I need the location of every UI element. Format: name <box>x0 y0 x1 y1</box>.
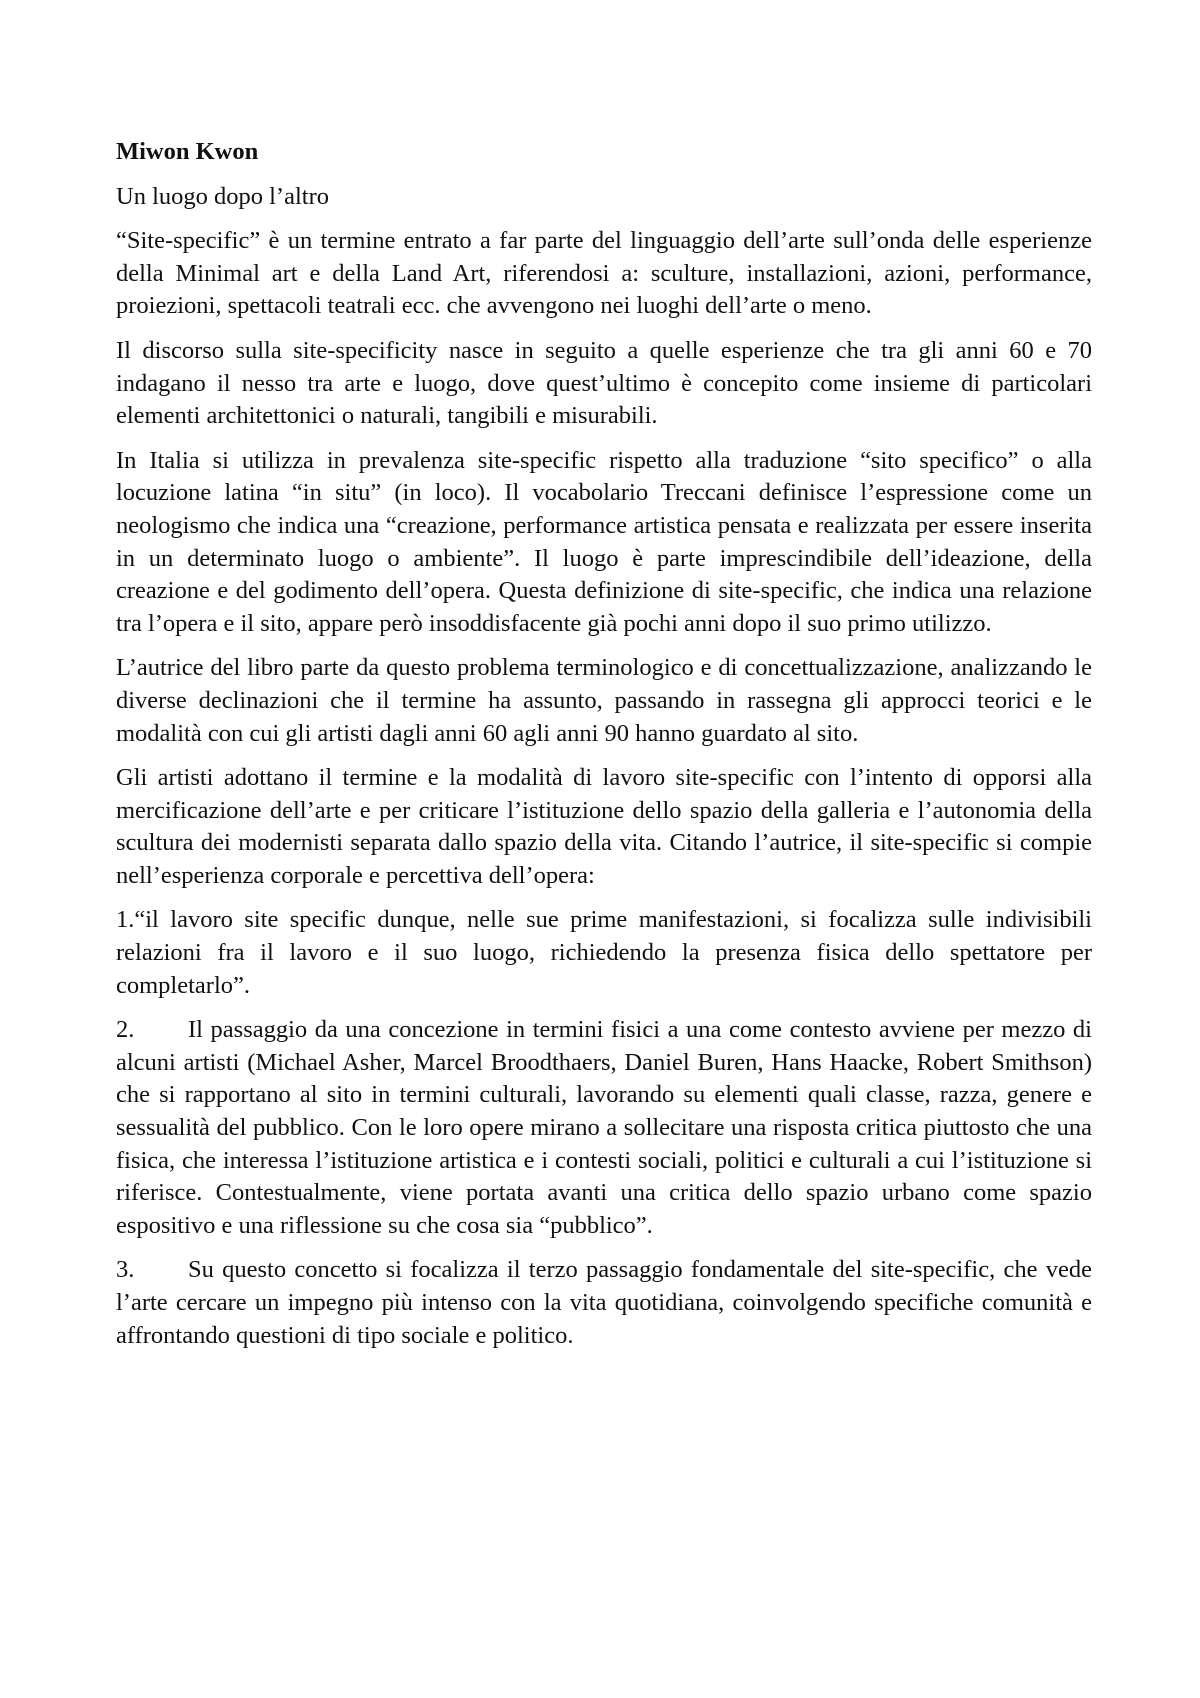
list-text: Il passaggio da una concezione in termini fisici a una come contesto avviene per mezzo di alcuni artisti (Michael Asher, Marcel Broodthaers, Daniel Buren, Hans Haacke, Robert Smithson) che si rapportano al sito in termini culturali, lavorando su elementi quali classe, razza, genere e sessualità del pubblico. Con le loro opere mirano a sollecitare una risposta critica piuttosto che una fisica, che interessa l’istituzione artistica e i contesti sociali, politici e culturali a cui l’istituzione si riferisce. Contestualmente, viene portata avanti una critica dello spazio urbano come spazio espositivo e una riflessione su che cosa sia “pubblico”. <box>116 1016 1092 1239</box>
list-item-3 <box>116 1254 1092 1352</box>
paragraph-2: Il discorso sulla site-specificity nasce in seguito a quelle esperienze che tra gli anni 60 e 70 indagano il nesso tra arte e luogo, dove quest’ultimo è concepito come insieme di particolari elementi architettonici o naturali, tangibili e misurabili. <box>116 336 1092 430</box>
document-page <box>116 136 1092 1364</box>
author-name: Miwon Kwon <box>116 138 259 165</box>
list-number: 2. <box>116 1016 135 1044</box>
list-number: 3. <box>116 1256 135 1284</box>
list-text: “il lavoro site specific dunque, nelle sue prime manifestazioni, si focalizza sulle indivisibili relazioni fra il lavoro e il suo luogo, richiedendo la presenza fisica dello spettatore per completarlo”. <box>116 906 1092 999</box>
list-item-2 <box>116 1014 1092 1242</box>
list-number: 1. <box>116 906 135 934</box>
paragraph-1: “Site-specific” è un termine entrato a far parte del linguaggio dell’arte sull’onda delle esperienze della Minimal art e della Land Art, riferendosi a: sculture, installazioni, azioni, performance, proiezioni, spettacoli teatrali ecc. che avvengono nei luoghi dell’arte o meno. <box>116 227 1092 320</box>
document-subtitle: Un luogo dopo l’altro <box>116 182 329 210</box>
paragraph-5: Gli artisti adottano il termine e la modalità di lavoro site-specific con l’intento di opporsi alla mercificazione dell’arte e per criticare l’istituzione dello spazio della galleria e l’autonomia della scultura dei modernisti separata dallo spazio della vita. Citando l’autrice, il site-specific si compie nell’esperienza corporale e percettiva dell’opera: <box>116 764 1092 889</box>
paragraph-3: In Italia si utilizza in prevalenza site-specific rispetto alla traduzione “sito specifico” o alla locuzione latina “in situ” (in loco). Il vocabolario Treccani definisce l’espressione come un neologismo che indica una “creazione, performance artistica pensata e realizzata per essere inserita in un determinato luogo o ambiente”. Il luogo è parte imprescindibile dell’ideazione, della creazione e del godimento dell’opera. Questa definizione di site-specific, che indica una relazione tra l’opera e il sito, appare però insoddisfacente già pochi anni dopo il suo primo utilizzo. <box>116 446 1092 637</box>
list-item-1 <box>116 904 1092 1002</box>
paragraph-4: L’autrice del libro parte da questo problema terminologico e di concettualizzazione, analizzando le diverse declinazioni che il termine ha assunto, passando in rassegna gli approcci teorici e le modalità con cui gli artisti dagli anni 60 agli anni 90 hanno guardato al sito. <box>116 654 1092 747</box>
list-text: Su questo concetto si focalizza il terzo passaggio fondamentale del site-specific, che vede l’arte cercare un impegno più intenso con la vita quotidiana, coinvolgendo specifiche comunità e affrontando questioni di tipo sociale e politico. <box>116 1256 1092 1349</box>
